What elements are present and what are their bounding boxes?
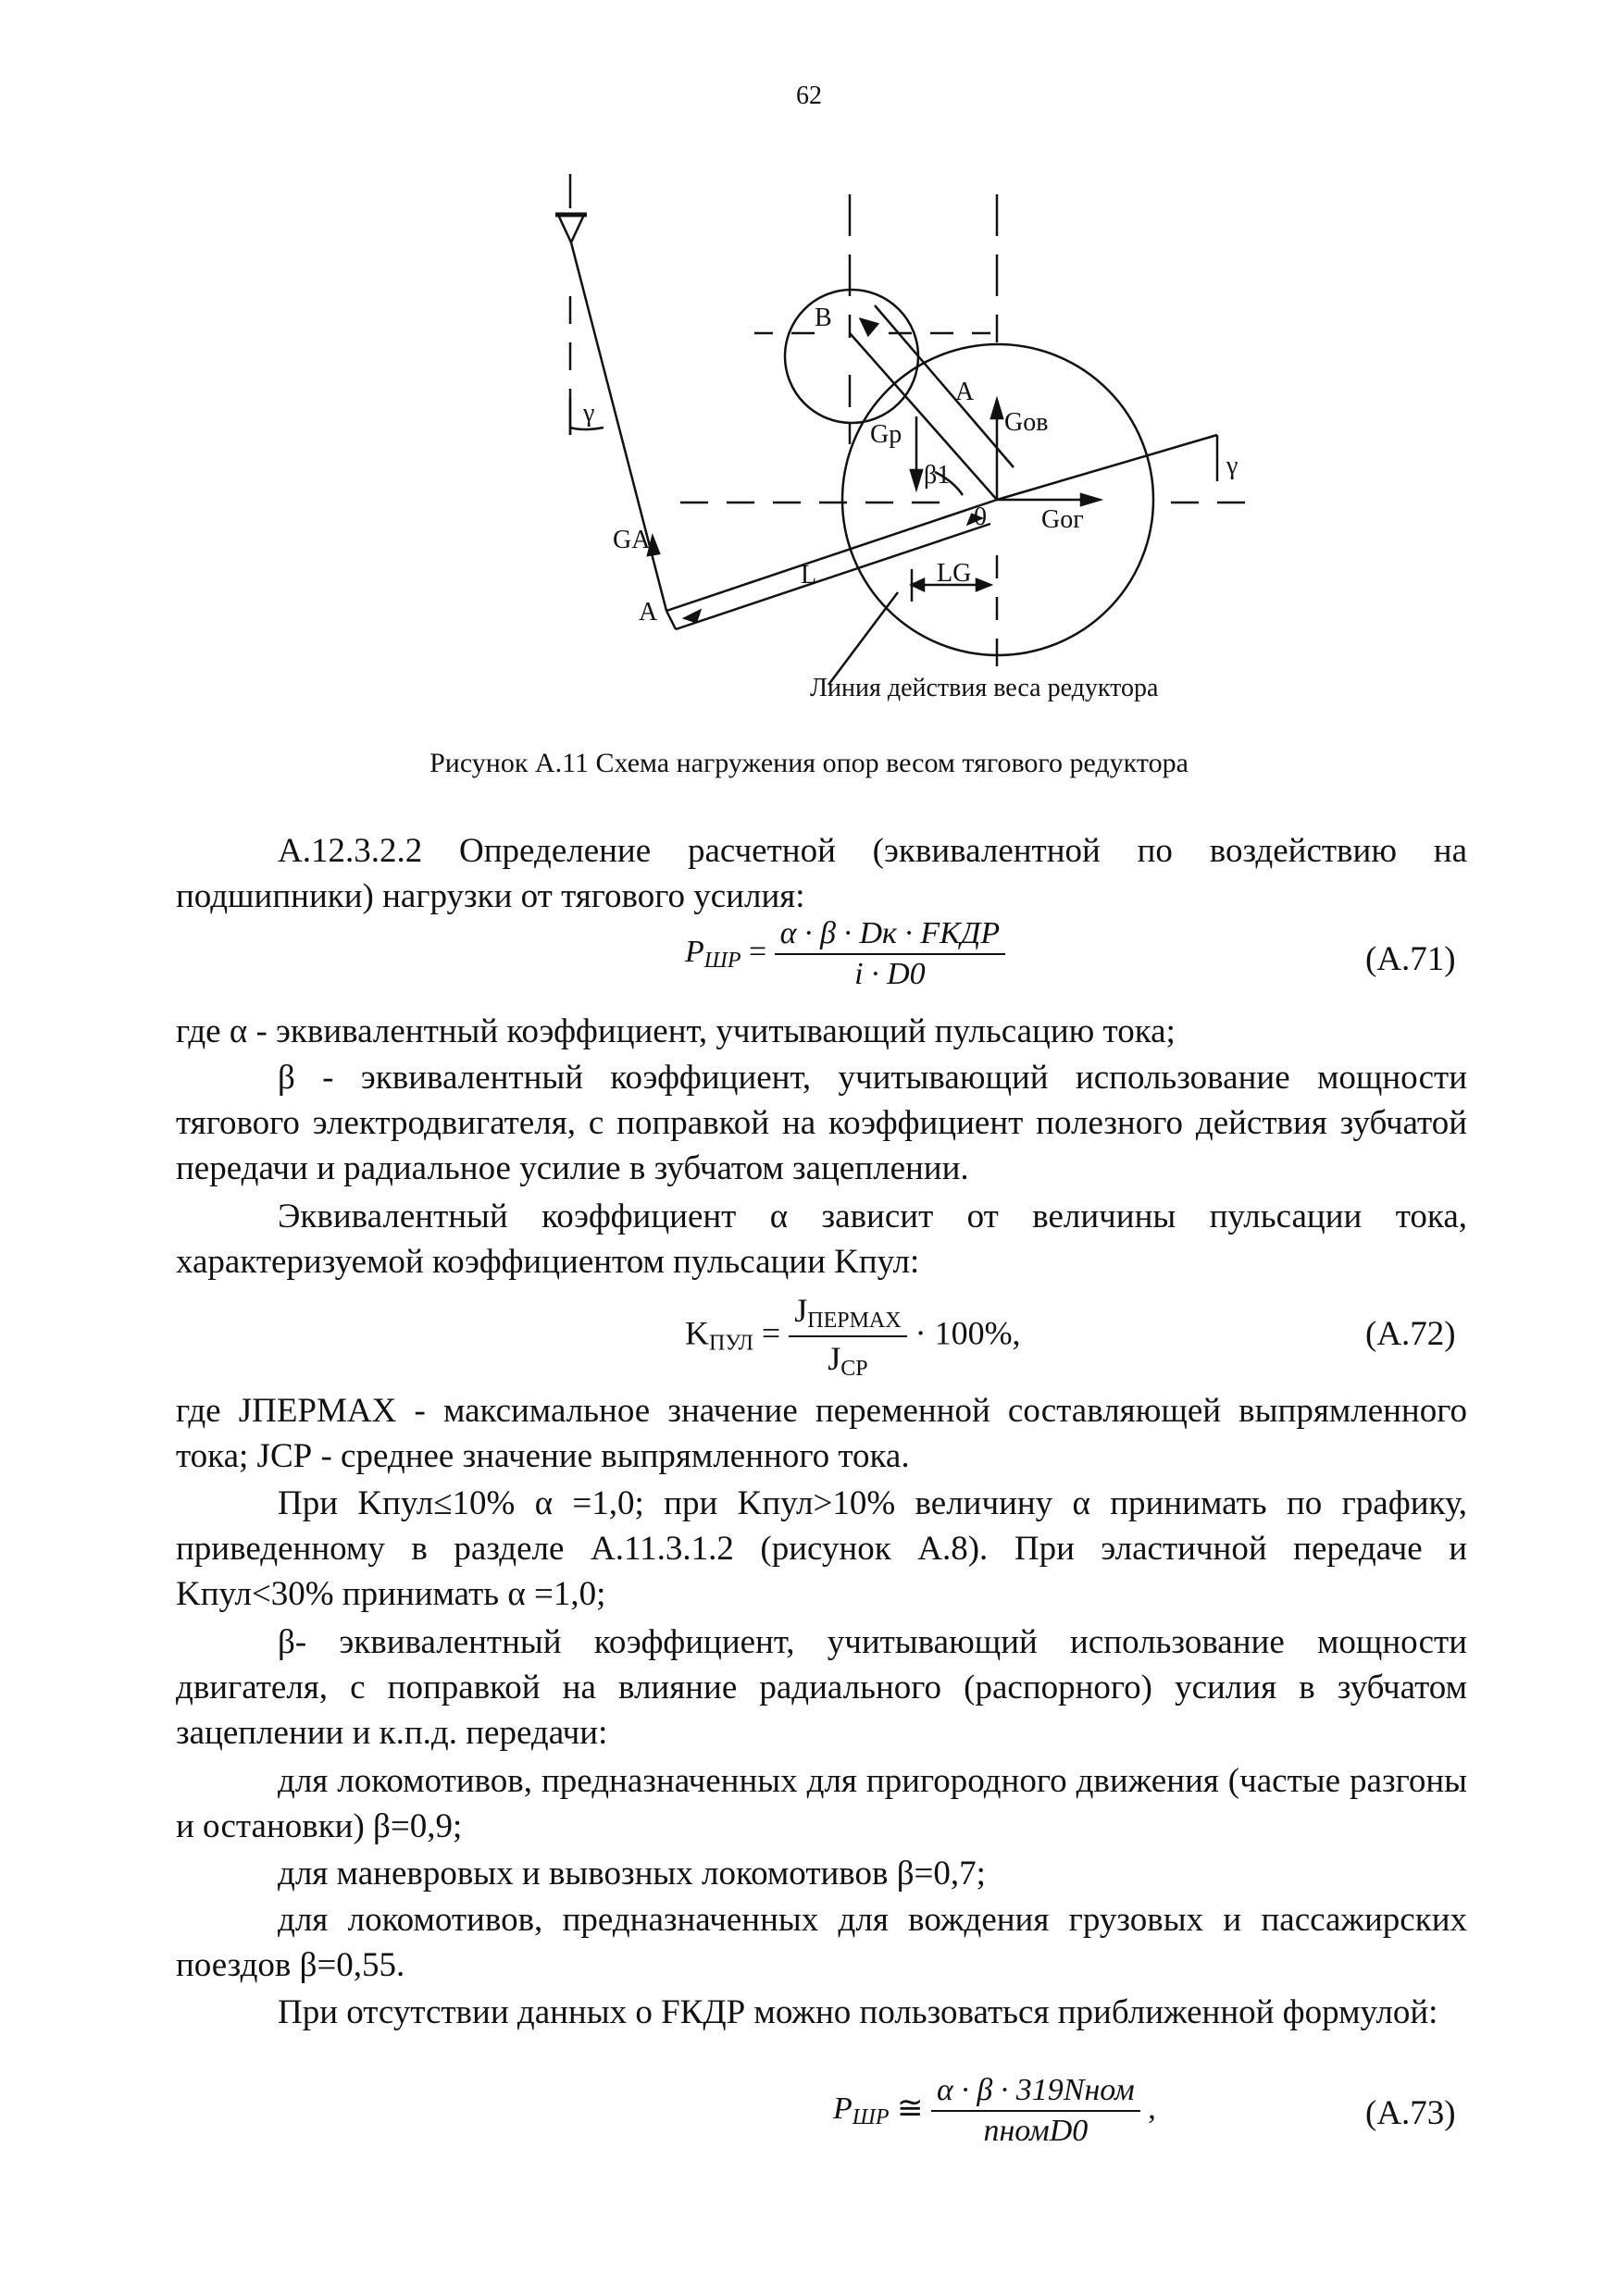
eq73-relation: ≅ xyxy=(896,2091,924,2126)
label-gob: Gов xyxy=(1004,408,1049,437)
eq73-fraction xyxy=(931,2073,1140,2149)
eq73-tail: , xyxy=(1148,2091,1156,2126)
label-b: B xyxy=(815,304,832,332)
small-gear-circle xyxy=(785,290,918,423)
eq71-lhs-sub: ШР xyxy=(703,948,741,973)
alpha-dependence-text: Эквивалентный коэффициент α зависит от величины пульсации тока, характеризуемой коэффициентом пульсации Kпул: xyxy=(176,1198,1467,1281)
where-j-text: где JПЕРМАХ - максимальное значение переменной составляющей выпрямленного тока; JСР - среднее значение выпрямленного тока. xyxy=(176,1392,1467,1475)
eq71-number: (А.71) xyxy=(1365,940,1456,978)
load-scheme-figure xyxy=(0,0,1618,740)
eq72-numerator-sub: ПЕРМАХ xyxy=(807,1309,902,1333)
label-ga: GA xyxy=(613,526,651,554)
case-shunting: для маневровых и вывозных локомотивов β=0,7; xyxy=(278,1855,986,1893)
label-beta1: β1 xyxy=(924,461,951,490)
section-heading: А.12.3.2.2 Определение расчетной (эквивалентной по воздействию на подшипники) нагрузки от тягового усилия: xyxy=(176,832,1467,915)
eq72-tail: · 100%, xyxy=(915,1314,1021,1352)
label-a-bottom: A xyxy=(639,598,658,627)
label-gamma-right: γ xyxy=(1226,452,1238,480)
eq73-number: (А.73) xyxy=(1365,2094,1456,2132)
eq71-fraction xyxy=(775,916,1006,992)
beta-definition-2: β- эквивалентный коэффициент, учитывающий использование мощности двигателя, с поправкой на влияние радиального (распорного) усилия в зубчатом зацеплении и к.п.д. передачи: xyxy=(176,1623,1467,1752)
label-gog: Gог xyxy=(1041,505,1084,534)
case-suburban: для локомотивов, предназначенных для пригородного движения (частые разгоны и остановки) β=0,9; xyxy=(176,1762,1467,1845)
eq71-lhs: P xyxy=(685,934,704,969)
eq72-denominator: J xyxy=(828,1340,841,1377)
figure-caption: Рисунок А.11 Схема нагружения опор весом тягового редуктора xyxy=(429,748,1189,778)
eq72-denominator-sub: СР xyxy=(840,1357,868,1381)
eq72-numerator: J xyxy=(794,1292,808,1329)
label-gr: Gр xyxy=(870,420,902,449)
eq72-lhs: K xyxy=(685,1314,709,1352)
label-lg: LG xyxy=(937,559,972,588)
eq73-lhs: P xyxy=(833,2091,853,2126)
equation-a72: $K_{ПУЛ}$ = $\frac{J_{ПЕРМАХ}}{J_{СР}}$ · 100%, xyxy=(685,1292,1021,1381)
label-a-top: A xyxy=(955,378,975,406)
weight-line-leader xyxy=(828,592,898,685)
eq72-fraction xyxy=(789,1291,906,1382)
eq71-denominator: i · D0 xyxy=(854,957,926,991)
page-number: 62 xyxy=(796,81,822,110)
label-gamma-left: γ xyxy=(583,399,595,428)
label-zero: 0 xyxy=(974,503,987,531)
beta-definition: β - эквивалентный коэффициент, учитывающий использование мощности тягового электродвигателя, с поправкой на коэффициент полезного действия зубчатой передачи и радиальное усилие в зубчатом зацеплении. xyxy=(176,1059,1467,1187)
support-triangle xyxy=(558,215,584,242)
eq73-lhs-sub: ШР xyxy=(852,2104,890,2129)
label-l: L xyxy=(801,561,817,590)
approximate-formula-text: При отсутствии данных о FКДР можно пользоваться приближенной формулой: xyxy=(278,1993,1438,2031)
case-freight-passenger: для локомотивов, предназначенных для вождения грузовых и пассажирских поездов β=0,55. xyxy=(176,1901,1467,1984)
equation-a71: $P_{ШР}$ = $\frac{\text{α · β · Dк · FКДР}}{i \cdot D0}$ xyxy=(685,916,1005,992)
eq73-numerator: α · β · 319Nном xyxy=(931,2073,1140,2112)
eq72-number: (А.72) xyxy=(1365,1315,1456,1353)
lever-line xyxy=(666,500,997,611)
equation-a73 xyxy=(833,2073,1156,2149)
eq73-denominator: nномD0 xyxy=(983,2114,1089,2148)
where-alpha-text: где α - эквивалентный коэффициент, учитывающий пульсацию тока; xyxy=(176,1012,1176,1050)
eq71-numerator: α · β · Dк · FКДР xyxy=(775,916,1006,955)
label-weight-line: Линия действия веса редуктора xyxy=(810,674,1159,702)
alpha-rule-text: При Kпул≤10% α =1,0; при Kпул>10% величину α принимать по графику, приведенному в разделе А.11.3.1.2 (рисунок А.8). При эластичной передаче и Kпул<30% принимать α =1,0; xyxy=(176,1484,1467,1613)
eq72-lhs-sub: ПУЛ xyxy=(709,1331,753,1356)
